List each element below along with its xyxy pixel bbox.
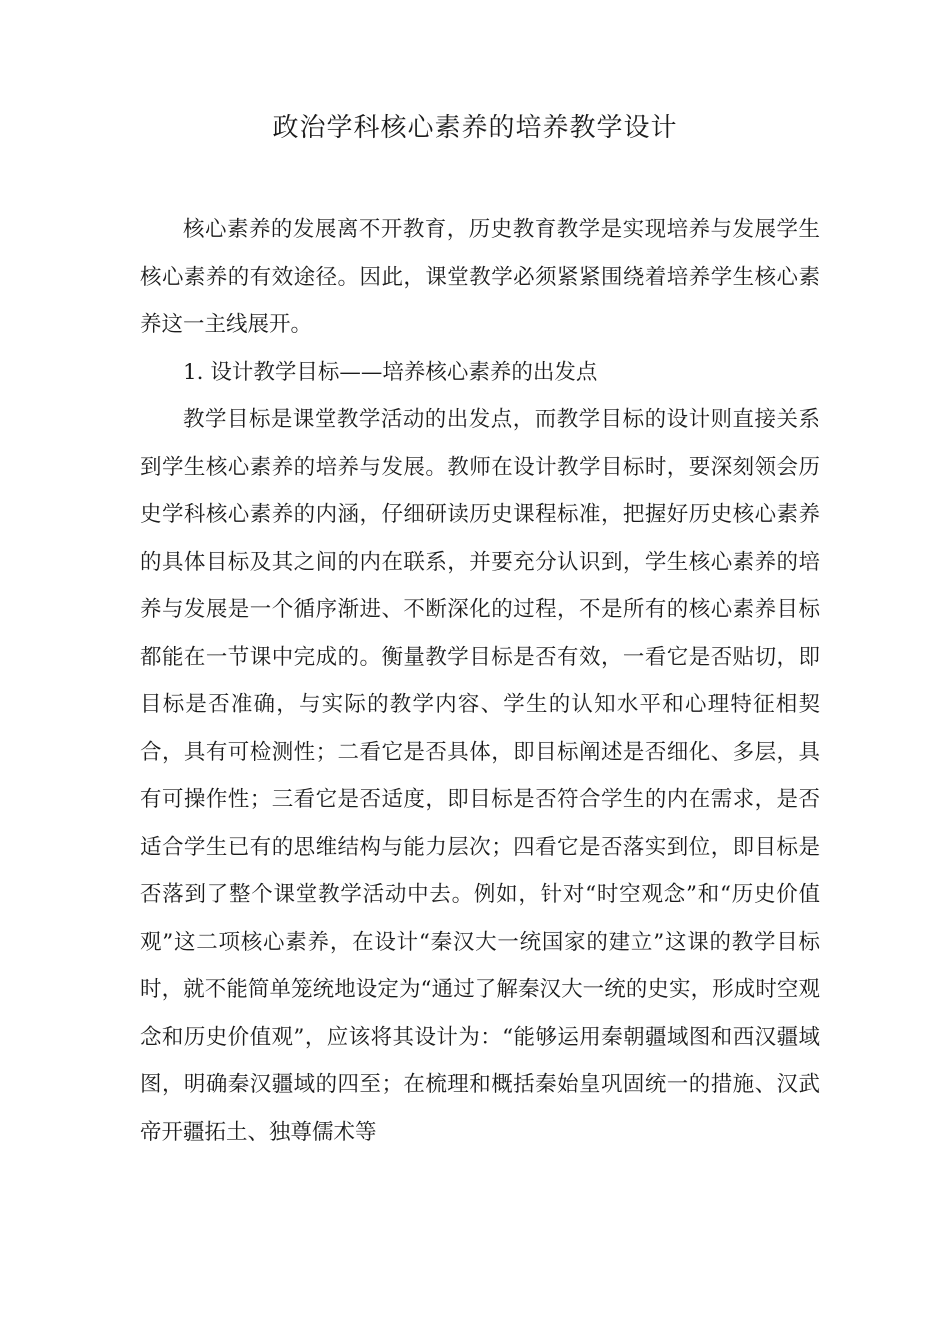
document-body [140,206,820,1156]
paragraph-intro: 核心素养的发展离不开教育，历史教育教学是实现培养与发展学生核心素养的有效途径。因此，课堂教学必须紧紧围绕着培养学生核心素养这一主线展开。 [140,217,820,337]
paragraph-teaching-goals: 教学目标是课堂教学活动的出发点，而教学目标的设计则直接关系到学生核心素养的培养与发展。教师在设计教学目标时，要深刻领会历史学科核心素养的内涵，仔细研读历史课程标准，把握好历史核心素养的具体目标及其之间的内在联系，并要充分认识到，学生核心素养的培养与发展是一个循序渐进、不断深化的过程，不是所有的核心素养目标都能在一节课中完成的。衡量教学目标是否有效，一看它是否贴切，即目标是否准确，与实际的教学内容、学生的认知水平和心理特征相契合，具有可检测性；二看它是否具体，即目标阐述是否细化、多层，具有可操作性；三看它是否适度，即目标是否符合学生的内在需求，是否适合学生已有的思维结构与能力层次；四看它是否落实到位，即目标是否落到了整个课堂教学活动中去。例如，针对“时空观念”和“历史价值观”这二项核心素养，在设计“秦汉大一统国家的建立”这课的教学目标时，就不能简单笼统地设定为“通过了解秦汉大一统的史实，形成时空观念和历史价值观”，应该将其设计为：“能够运用秦朝疆域图和西汉疆域图，明确秦汉疆域的四至；在梳理和概括秦始皇巩固统一的措施、汉武帝开疆拓土、独尊儒术等 [140,407,820,1145]
document-title: 政治学科核心素养的培养教学设计 [272,113,678,143]
section-heading: 1. 设计教学目标——培养核心素养的出发点 [183,359,598,385]
